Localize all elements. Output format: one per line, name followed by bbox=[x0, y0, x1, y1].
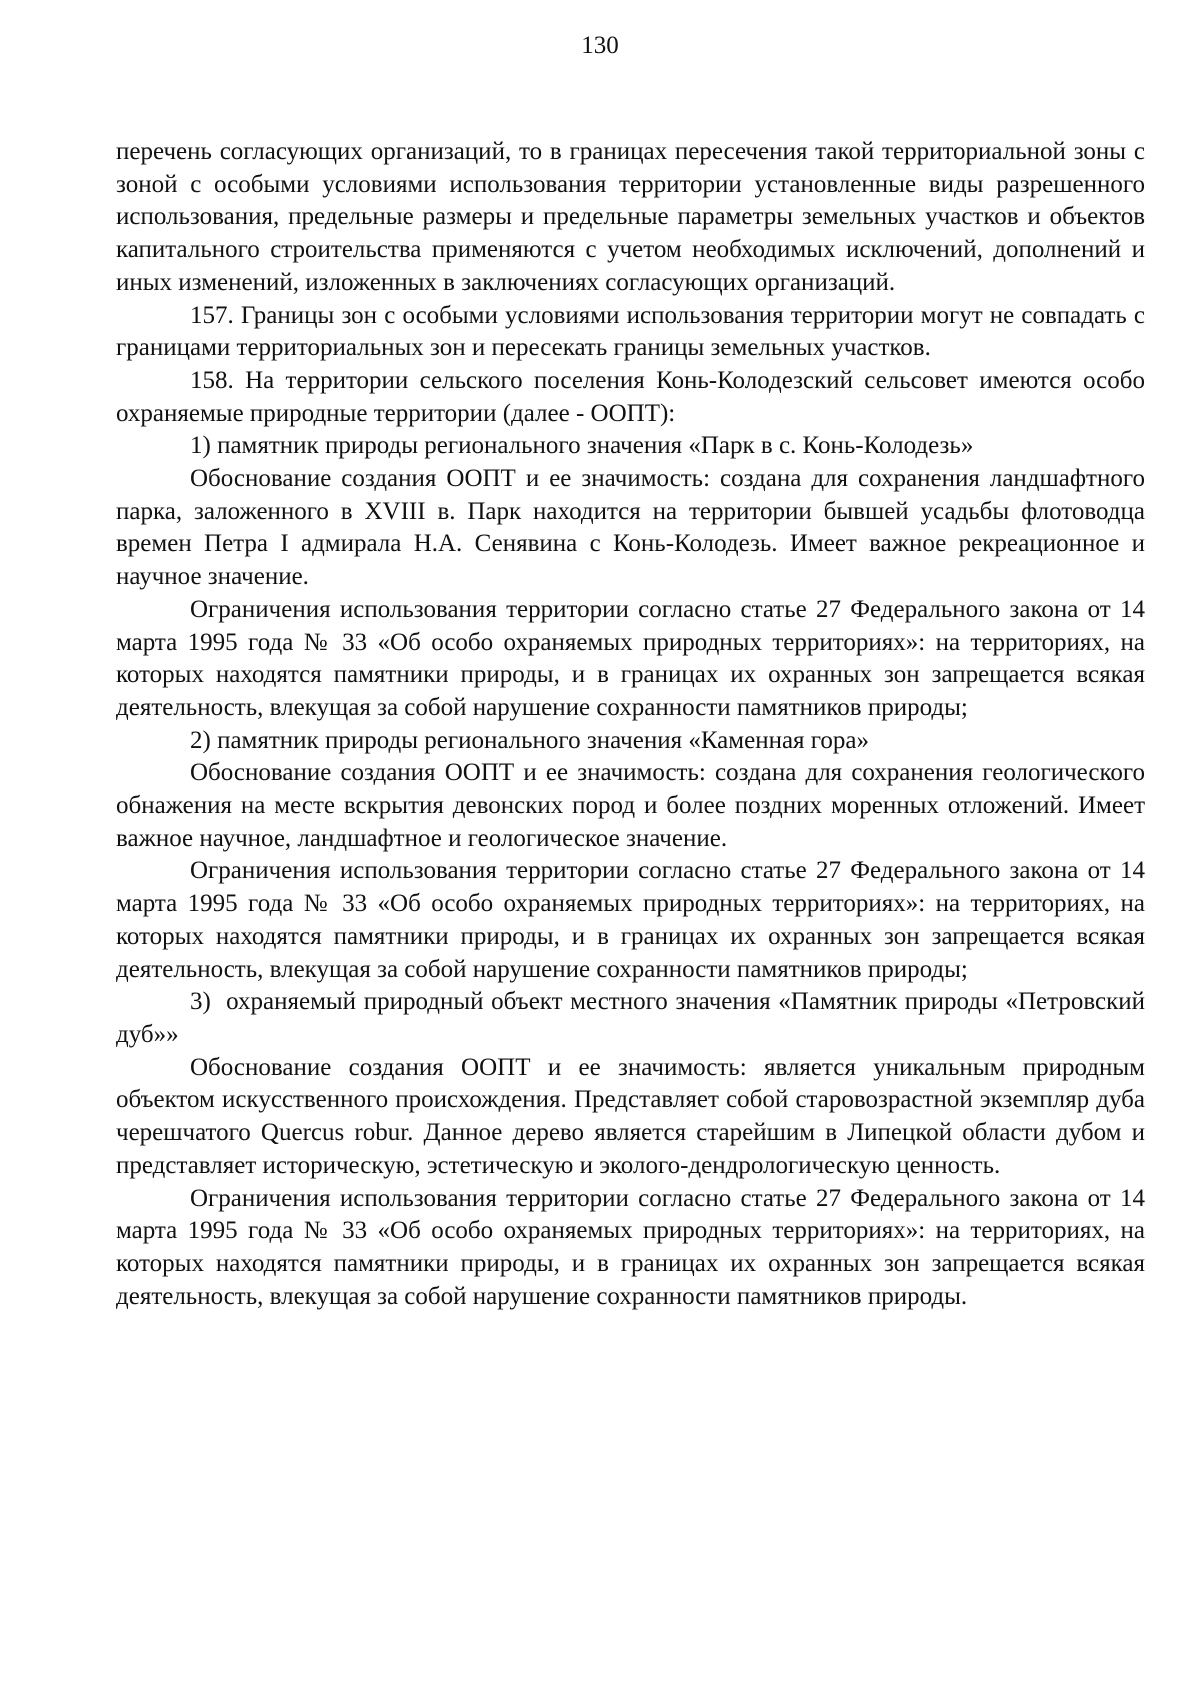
paragraph-stone-mountain-justification: Обоснование создания ООПТ и ее значимость: создана для сохранения геологического обнажения на месте вскрытия девонских пород и более поздних моренных отложений. Имеет важное научное, ландшафтное и геологическое значение. bbox=[116, 759, 1145, 852]
paragraph-157: 157. Границы зон с особыми условиями использования территории могут не совпадать с границами территориальных зон и пересекать границы земельных участков. bbox=[116, 301, 1145, 362]
paragraph-park-restrictions: Ограничения использования территории согласно статье 27 Федерального закона от 14 марта 1995 года № 33 «Об особо охраняемых природных территориях»: на территориях, на которых находятся памятники природы, и в границах их охранных зон запрещается всякая деятельность, влекущая за собой нарушение сохранности памятников природы; bbox=[116, 595, 1145, 721]
paragraph-continuation: перечень согласующих организаций, то в границах пересечения такой территориальной зоны с зоной с особыми условиями использования территории установленные виды разрешенного использования, предельные размеры и предельные параметры земельных участков и объектов капитального строительства применяются с учетом необходимых исключений, дополнений и иных изменений, изложенных в заключениях согласующих организаций. bbox=[116, 138, 1145, 296]
paragraph-stone-mountain-restrictions: Ограничения использования территории согласно статье 27 Федерального закона от 14 марта 1995 года № 33 «Об особо охраняемых природных территориях»: на территориях, на которых находятся памятники природы, и в границах их охранных зон запрещается всякая деятельность, влекущая за собой нарушение сохранности памятников природы; bbox=[116, 857, 1145, 983]
list-item-1-park: 1) памятник природы регионального значения «Парк в с. Конь-Колодезь» bbox=[190, 432, 974, 460]
list-item-3-petrovsky-oak: 3) охраняемый природный объект местного значения «Памятник природы «Петровский дуб»» bbox=[116, 988, 1152, 1048]
paragraph-158: 158. На территории сельского поселения Конь-Колодезский сельсовет имеются особо охраняемые природные территории (далее - ООПТ): bbox=[116, 366, 1145, 427]
document-body bbox=[116, 136, 1152, 1313]
page-number: 130 bbox=[581, 32, 619, 59]
paragraph-park-justification: Обоснование создания ООПТ и ее значимость: создана для сохранения ландшафтного парка, заложенного в XVIII в. Парк находится на территории бывшей усадьбы флотоводца времен Петра I адмирала Н.А. Сенявина с Конь-Колодезь. Имеет важное рекреационное и научное значение. bbox=[116, 465, 1145, 591]
paragraph-oak-restrictions: Ограничения использования территории согласно статье 27 Федерального закона от 14 марта 1995 года № 33 «Об особо охраняемых природных территориях»: на территориях, на которых находятся памятники природы, и в границах их охранных зон запрещается всякая деятельность, влекущая за собой нарушение сохранности памятников природы. bbox=[116, 1184, 1145, 1310]
list-item-2-stone-mountain: 2) памятник природы регионального значения «Каменная гора» bbox=[190, 726, 870, 754]
paragraph-oak-justification: Обоснование создания ООПТ и ее значимость: является уникальным природным объектом искусственного происхождения. Представляет собой старовозрастной экземпляр дуба черешчатого Quercus robur. Данное дерево является старейшим в Липецкой области дубом и представляет историческую, эстетическую и эколого-дендрологическую ценность. bbox=[116, 1053, 1145, 1179]
